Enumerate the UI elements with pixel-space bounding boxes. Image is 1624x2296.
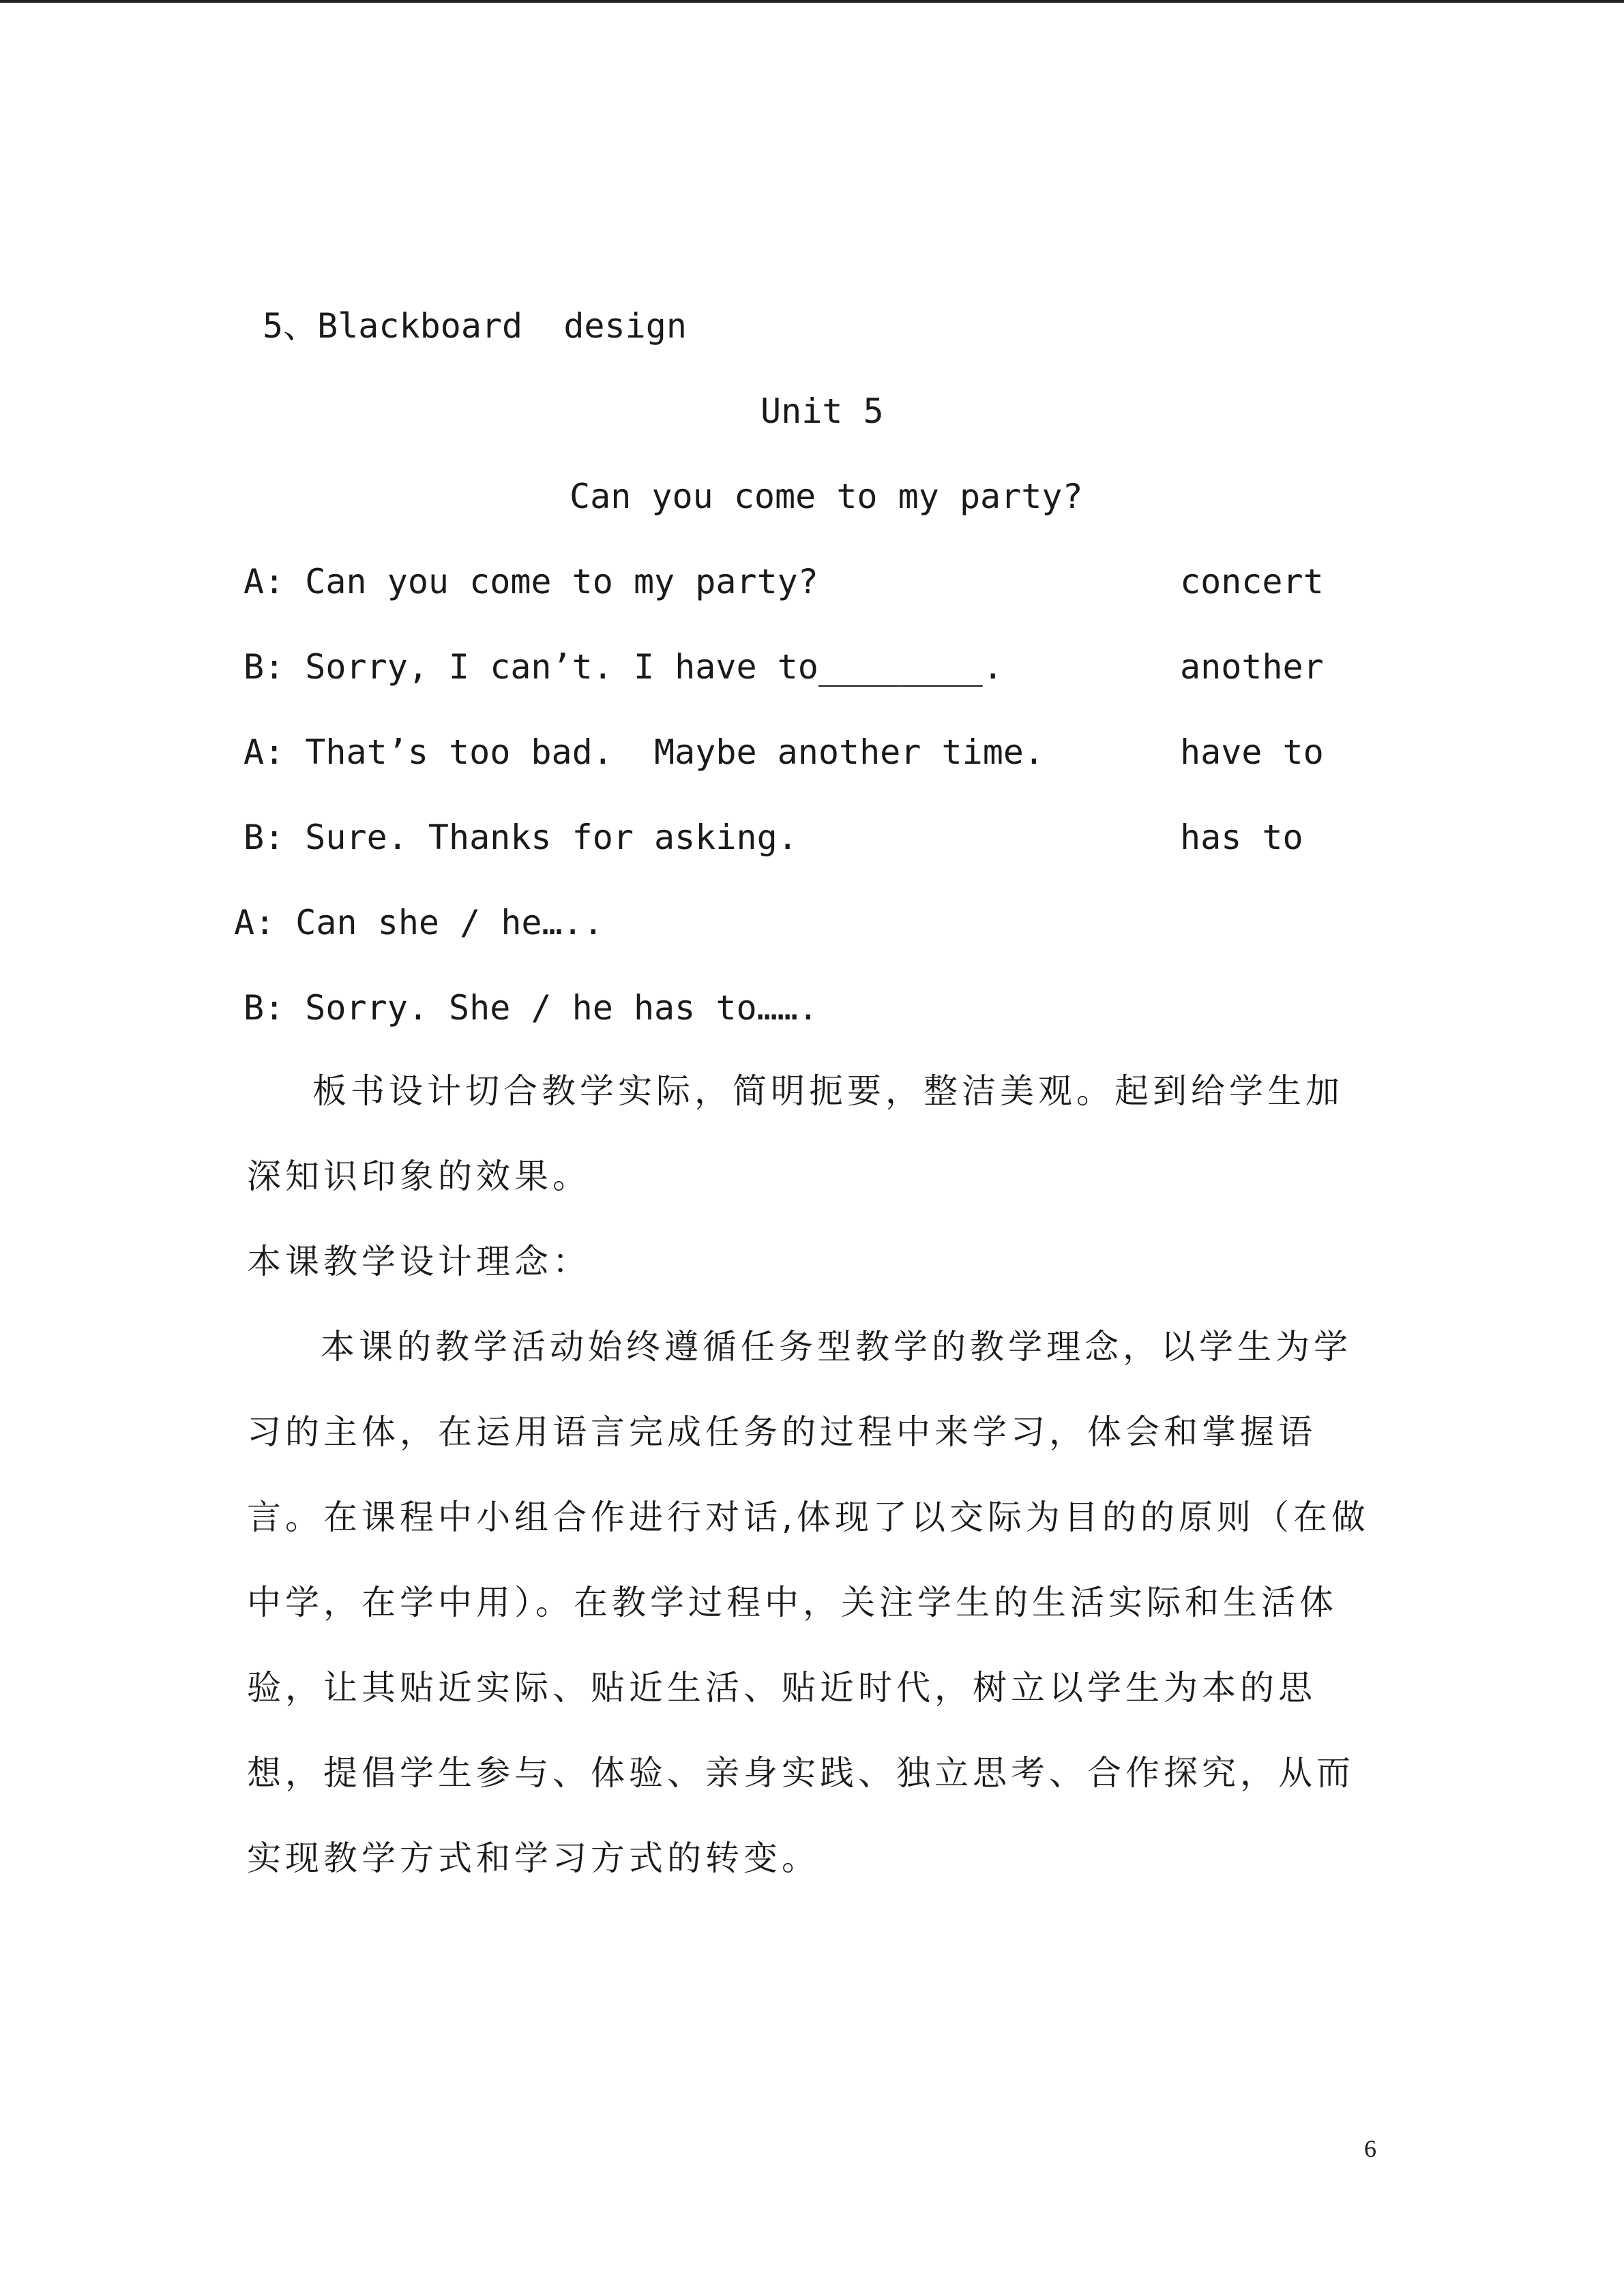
vocab-word: concert xyxy=(1180,562,1324,601)
paragraph-line: 中学，在学中用）。在教学过程中，关注学生的生活实际和生活体 xyxy=(247,1583,1338,1622)
vocab-word: another xyxy=(1180,647,1324,687)
paragraph-line: 板书设计切合教学实际，简明扼要，整洁美观。起到给学生加 xyxy=(312,1071,1344,1111)
paragraph-line: 习的主体，在运用语言完成任务的过程中来学习，体会和掌握语 xyxy=(247,1412,1316,1452)
vocab-word: have to xyxy=(1180,732,1324,772)
board-lesson-title: Can you come to my party? xyxy=(570,477,1083,516)
section-heading: 5、Blackboard design xyxy=(263,306,687,346)
paragraph-line: 言。在课程中小组合作进行对话,体现了以交际为目的的原则（在做 xyxy=(247,1497,1370,1537)
dialogue-line: B: Sorry, I can’t. I have to________. xyxy=(243,647,1003,687)
dialogue-line: A: That’s too bad. Maybe another time. xyxy=(243,732,1044,772)
page-number: 6 xyxy=(1364,2135,1376,2162)
paragraph-line: 深知识印象的效果。 xyxy=(247,1157,591,1196)
dialogue-line: A: Can she / he….. xyxy=(234,903,624,942)
board-unit-title: Unit 5 xyxy=(761,391,884,431)
paragraph-line: 实现教学方式和学习方式的转变。 xyxy=(247,1838,820,1878)
dialogue-line: A: Can you come to my party? xyxy=(243,562,818,601)
dialogue-line: B: Sure. Thanks for asking. xyxy=(243,818,798,857)
paragraph-line: 本课的教学活动始终遵循任务型教学的教学理念，以学生为学 xyxy=(321,1327,1352,1367)
paragraph-line: 想，提倡学生参与、体验、亲身实践、独立思考、合作探究，从而 xyxy=(247,1753,1355,1793)
paragraph-line: 验，让其贴近实际、贴近生活、贴近时代，树立以学生为本的思 xyxy=(247,1668,1316,1708)
dialogue-line: B: Sorry. She / he has to……. xyxy=(243,988,818,1028)
top-border-line xyxy=(0,0,1624,3)
vocab-word: has to xyxy=(1180,818,1303,857)
concept-heading: 本课教学设计理念： xyxy=(247,1242,591,1281)
